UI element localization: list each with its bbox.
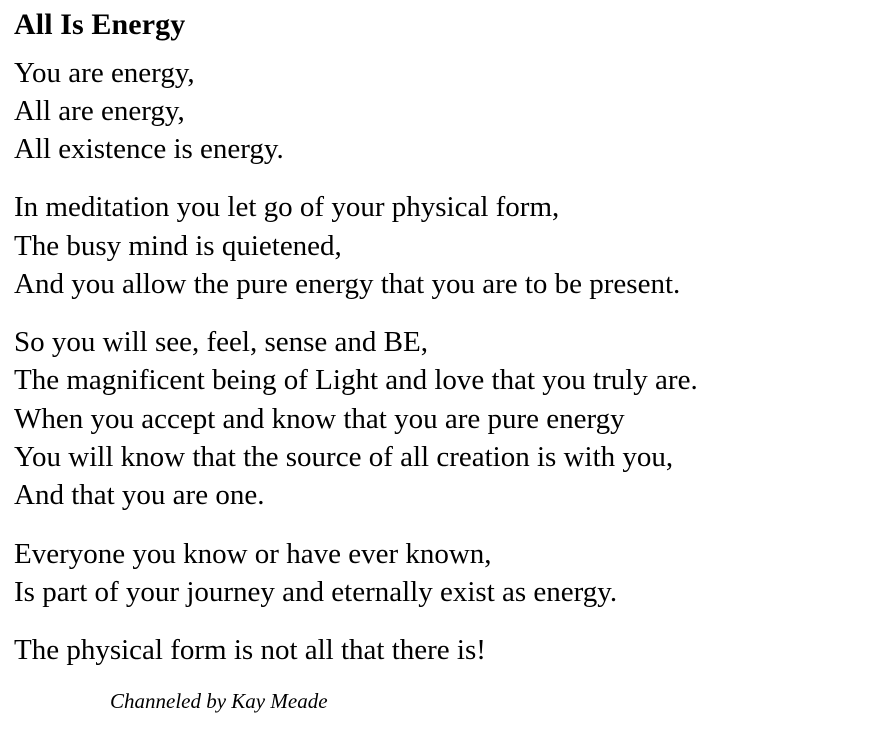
poem-line: Everyone you know or have ever known, (14, 537, 492, 570)
stanza-3 (14, 323, 860, 514)
poem-line: Is part of your journey and eternally exist as energy. (14, 575, 618, 608)
stanza-5 (14, 631, 860, 669)
page-title: All Is Energy (14, 8, 186, 41)
poem-line: You are energy, (14, 56, 195, 89)
poem-line: All existence is energy. (14, 133, 284, 166)
poem-line: When you accept and know that you are pure energy (14, 402, 625, 435)
stanza-1 (14, 54, 860, 169)
poem-line: You will know that the source of all creation is with you, (14, 440, 674, 473)
poem-line: And that you are one. (14, 479, 265, 512)
attribution: Channeled by Kay Meade (110, 689, 328, 714)
poem-line: So you will see, feel, sense and BE, (14, 326, 428, 359)
stanza-4 (14, 535, 860, 612)
poem-line: The physical form is not all that there is! (14, 634, 486, 667)
poem-line: All are energy, (14, 94, 185, 127)
poem-line: In meditation you let go of your physical form, (14, 191, 560, 224)
stanza-2 (14, 188, 860, 303)
poem-line: The magnificent being of Light and love that you truly are. (14, 364, 698, 397)
poem-line: And you allow the pure energy that you are to be present. (14, 267, 681, 300)
poem-line: The busy mind is quietened, (14, 229, 342, 262)
